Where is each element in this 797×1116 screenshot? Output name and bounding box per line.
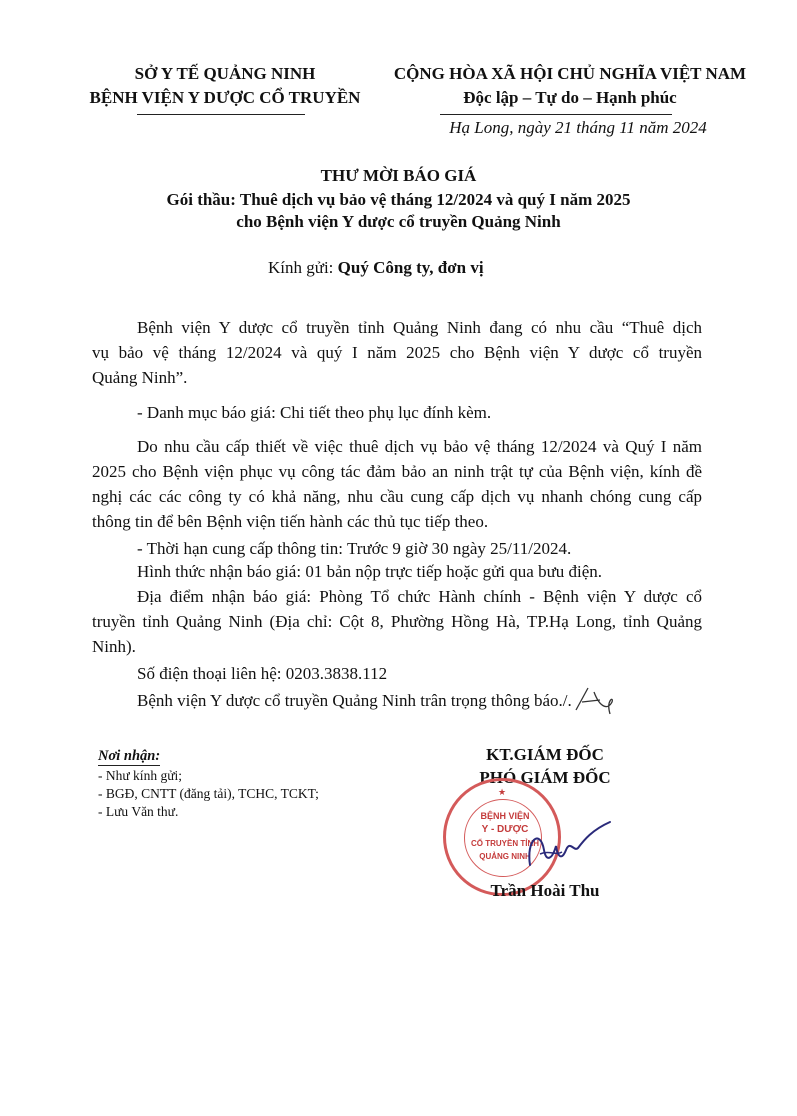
greeting [268, 258, 484, 278]
greeting-label: Kính gửi: [268, 258, 334, 277]
recipient-item: - Lưu Văn thư. [98, 804, 179, 819]
stamp-text-4: QUẢNG NINH [479, 852, 531, 861]
body-p6-line-2: truyền tỉnh Quảng Ninh (Địa chỉ: Cột 8, Phường Hồng Hà, TP.Hạ Long, tỉnh Quảng [92, 612, 702, 631]
body-p1-line-1: Bệnh viện Y dược cổ truyền tỉnh Quảng Ninh đang có nhu cầu “Thuê dịch [137, 318, 702, 337]
stamp-text-3: CỔ TRUYỀN TỈNH [471, 839, 539, 848]
initials-mark [570, 680, 620, 720]
body-p8: Bệnh viện Y dược cổ truyền Quảng Ninh trân trọng thông báo./. [137, 691, 572, 710]
subject-line-1: Gói thầu: Thuê dịch vụ bảo vệ tháng 12/2024 và quý I năm 2025 [166, 190, 631, 209]
document-title: THƯ MỜI BÁO GIÁ [320, 166, 477, 185]
subject-line-2: cho Bệnh viện Y dược cổ truyền Quảng Ninh [236, 212, 561, 231]
recipient-item: - BGĐ, CNTT (đăng tải), TCHC, TCKT; [98, 786, 319, 801]
body-p7: Số điện thoại liên hệ: 0203.3838.112 [137, 664, 388, 683]
body-p3-line-2: 2025 cho Bệnh viện phục vụ công tác đảm bảo an ninh trật tự của Bệnh viện, kính đề [92, 462, 702, 481]
body-p5: Hình thức nhận báo giá: 01 bản nộp trực tiếp hoặc gửi qua bưu điện. [137, 562, 603, 581]
motto-underline [440, 114, 672, 115]
body-p3-line-3: nghị các các công ty có khả năng, nhu cầu cung cấp dịch vụ nhanh chóng cung cấp [92, 487, 702, 506]
body-p1-line-2: vụ bảo vệ tháng 12/2024 và quý I năm 2025 cho Bệnh viện Y dược cổ truyền [92, 343, 702, 362]
org-parent: SỞ Y TẾ QUẢNG NINH [134, 64, 316, 83]
body-p6-line-1: Địa điểm nhận báo giá: Phòng Tổ chức Hành chính - Bệnh viện Y dược cổ [137, 587, 702, 606]
body-p2: - Danh mục báo giá: Chi tiết theo phụ lục đính kèm. [137, 403, 492, 422]
motto: Độc lập – Tự do – Hạnh phúc [463, 88, 677, 107]
body-p3-line-4: thông tin để bên Bệnh viện tiến hành các thủ tục tiếp theo. [92, 512, 489, 531]
body-p6-line-3: Ninh). [92, 637, 136, 656]
body-p4: - Thời hạn cung cấp thông tin: Trước 9 giờ 30 ngày 25/11/2024. [137, 539, 572, 558]
recipient-item: - Như kính gửi; [98, 768, 183, 783]
place-date: Hạ Long, ngày 21 tháng 11 năm 2024 [449, 118, 707, 137]
stamp-text-2: Y - DƯỢC [481, 824, 529, 835]
org-name: BỆNH VIỆN Y DƯỢC CỔ TRUYỀN [89, 88, 361, 107]
signature-role-2: PHÓ GIÁM ĐỐC [479, 768, 611, 787]
nation-title: CỘNG HÒA XÃ HỘI CHỦ NGHĨA VIỆT NAM [393, 64, 747, 83]
stamp-star-icon: ★ [498, 787, 507, 797]
recipients-label: Nơi nhận: [98, 748, 161, 764]
body-p1-line-3: Quảng Ninh”. [92, 368, 188, 387]
stamp-text-1: BỆNH VIỆN [480, 811, 530, 821]
org-underline [137, 114, 305, 115]
greeting-recipient: Quý Công ty, đơn vị [337, 258, 484, 277]
recipients-underline [98, 765, 160, 766]
handwritten-signature [500, 810, 620, 880]
signer-name: Trần Hoài Thu [490, 881, 600, 900]
body-p3-line-1: Do nhu cầu cấp thiết về việc thuê dịch vụ bảo vệ tháng 12/2024 và Quý I năm [137, 437, 702, 456]
signature-role-1: KT.GIÁM ĐỐC [486, 745, 604, 764]
recipients-label-text: Nơi nhận [98, 748, 156, 764]
